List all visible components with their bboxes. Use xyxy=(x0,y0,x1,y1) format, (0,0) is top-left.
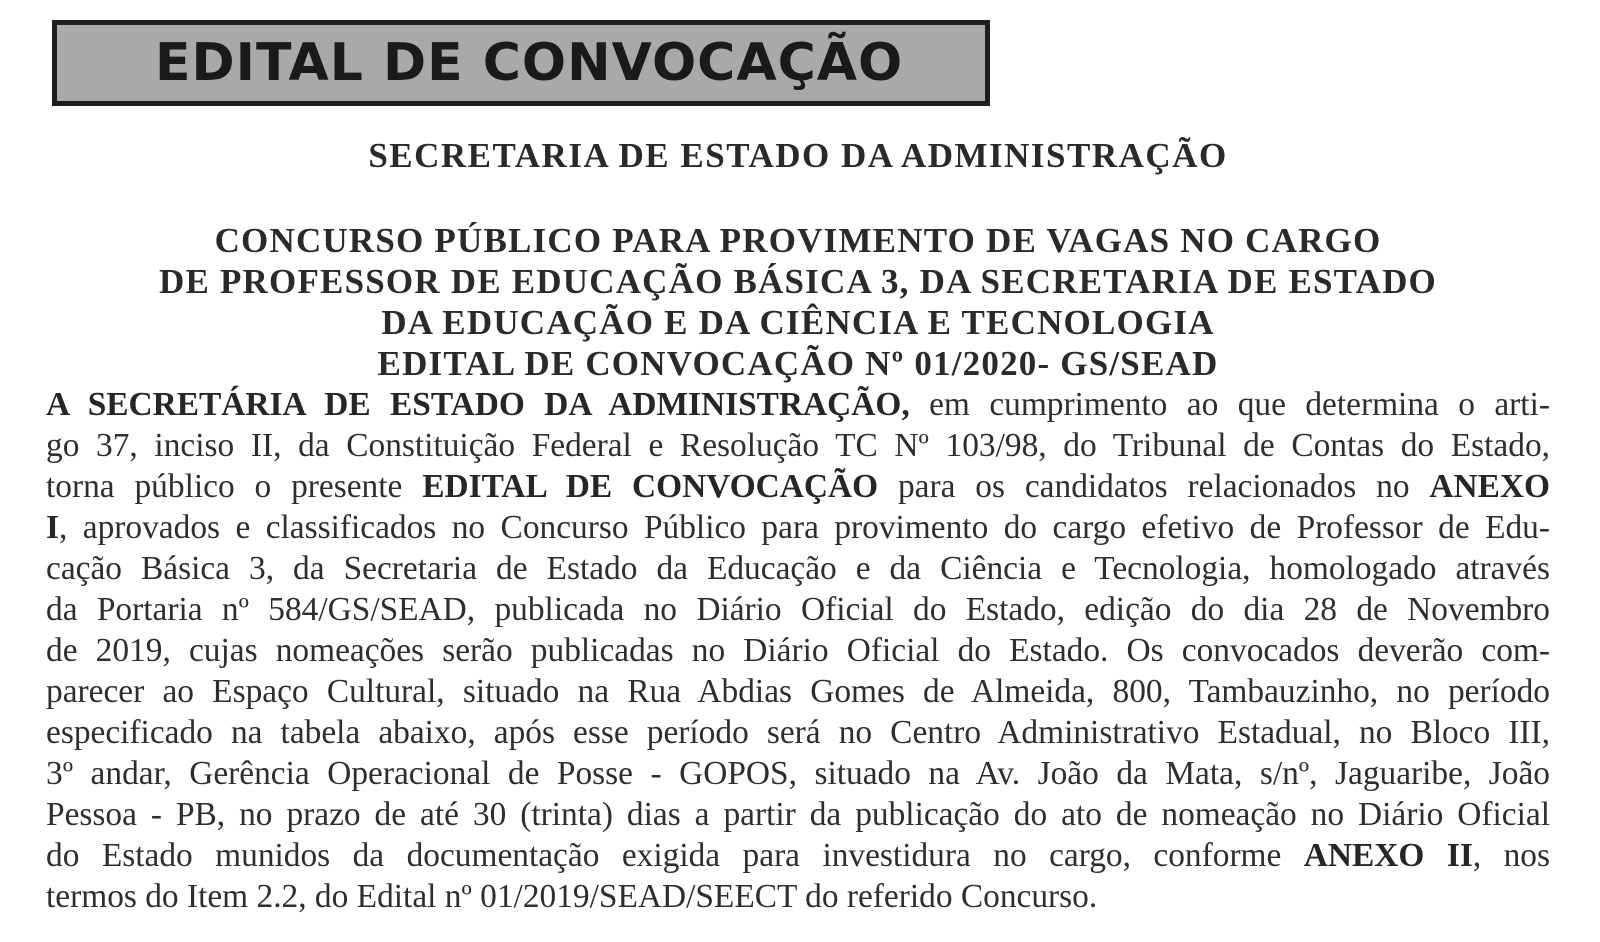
body-line xyxy=(46,507,1550,548)
body-text: go 37, inciso II, da Constituição Federal e Resolução TC Nº 103/98, do Tribunal de Contas do Estado, xyxy=(46,427,1550,464)
body-text: da Portaria nº 584/GS/SEAD, publicada no Diário Oficial do Estado, edição do dia 28 de Novembro xyxy=(46,591,1550,628)
concurso-heading-line: DA EDUCAÇÃO E DA CIÊNCIA E TECNOLOGIA xyxy=(381,303,1215,342)
concurso-heading-line: CONCURSO PÚBLICO PARA PROVIMENTO DE VAGAS NO CARGO xyxy=(214,221,1382,260)
edital-number-line: EDITAL DE CONVOCAÇÃO Nº 01/2020- GS/SEAD xyxy=(377,344,1219,383)
body-text: em cumprimento ao que determina o arti- xyxy=(909,386,1550,423)
banner-title: EDITAL DE CONVOCAÇÃO xyxy=(155,33,904,93)
body-bold-text: EDITAL DE CONVOCAÇÃO xyxy=(422,468,879,505)
body-text: do Estado munidos da documentação exigida para investidura no cargo, conforme xyxy=(46,837,1304,874)
body-text: Pessoa - PB, no prazo de até 30 (trinta) dias a partir da publicação do ato de nomeação no Diário Oficial xyxy=(46,796,1550,833)
body-line xyxy=(46,548,1550,589)
body-text: parecer ao Espaço Cultural, situado na Rua Abdias Gomes de Almeida, 800, Tambauzinho, no período xyxy=(46,673,1550,710)
body-bold-text: ANEXO II xyxy=(1303,837,1473,874)
body-line xyxy=(46,794,1550,835)
body-line xyxy=(46,630,1550,671)
body-text: para os candidatos relacionados no xyxy=(878,468,1430,505)
body-line xyxy=(46,876,1550,917)
body-text: cação Básica 3, da Secretaria de Estado da Educação e da Ciência e Tecnologia, homologado através xyxy=(46,550,1550,587)
secretaria-heading: SECRETARIA DE ESTADO DA ADMINISTRAÇÃO xyxy=(368,136,1228,175)
body-text: , aprovados e classificados no Concurso Público para provimento do cargo efetivo de Professor de Edu- xyxy=(59,509,1550,546)
concurso-heading xyxy=(48,220,1548,384)
body-bold-text: I xyxy=(46,509,59,546)
body-line xyxy=(46,712,1550,753)
body-line xyxy=(46,466,1550,507)
body-line xyxy=(46,384,1550,425)
body-line xyxy=(46,835,1550,876)
body-bold-text: A SECRETÁRIA DE ESTADO DA ADMINISTRAÇÃO, xyxy=(46,386,910,423)
body-bold-text: ANEXO xyxy=(1429,468,1550,505)
edital-body-paragraph xyxy=(46,384,1550,917)
body-text: termos do Item 2.2, do Edital nº 01/2019/SEAD/SEECT do referido Concurso. xyxy=(46,878,1098,915)
body-text: 3º andar, Gerência Operacional de Posse - GOPOS, situado na Av. João da Mata, s/nº, Jaguaribe, João xyxy=(46,755,1550,792)
body-line xyxy=(46,425,1550,466)
body-line xyxy=(46,589,1550,630)
body-text: especificado na tabela abaixo, após esse período será no Centro Administrativo Estadual, no Bloco III, xyxy=(46,714,1550,751)
concurso-heading-line: DE PROFESSOR DE EDUCAÇÃO BÁSICA 3, DA SECRETARIA DE ESTADO xyxy=(159,262,1437,301)
body-text: , nos xyxy=(1472,837,1550,874)
body-line xyxy=(46,671,1550,712)
edital-banner xyxy=(52,20,990,106)
body-text: de 2019, cujas nomeações serão publicadas no Diário Oficial do Estado. Os convocados deverão com- xyxy=(46,632,1550,669)
body-text: torna público o presente xyxy=(46,468,423,505)
body-line xyxy=(46,753,1550,794)
